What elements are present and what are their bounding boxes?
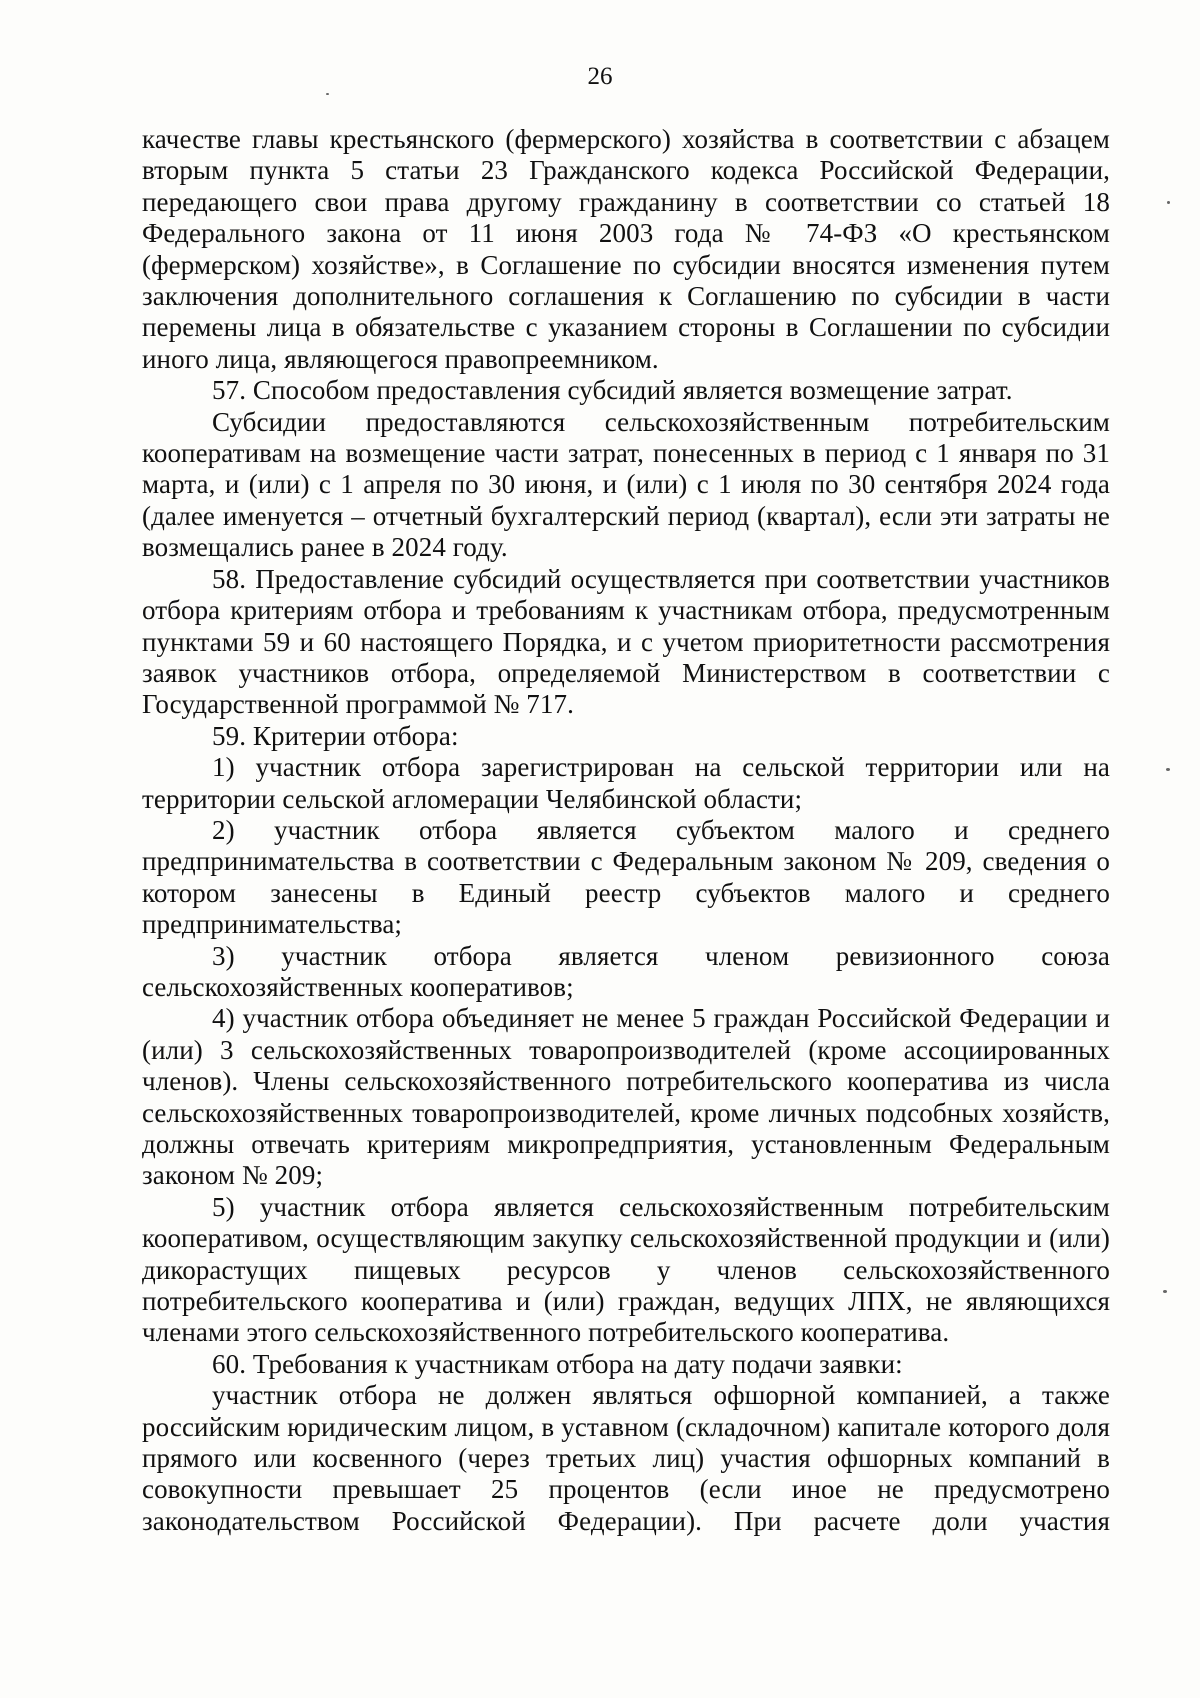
criterion-5: 5) участник отбора является сельскохозяйственным потребительским кооперативом, осуществляющим закупку сельскохозяйственной продукции и (или) дикорастущих пищевых ресурсов у членов сельскохозяйственного потребительского кооператива и (или) граждан, ведущих ЛПХ, не являющихся членами этого сельскохозяйственного потребительского кооператива. bbox=[142, 1191, 1110, 1348]
criterion-1: 1) участник отбора зарегистрирован на сельской территории или на территории сельской агломерации Челябинской области; bbox=[142, 752, 1110, 814]
scan-speck bbox=[1163, 1290, 1167, 1293]
paragraph-60: 60. Требования к участникам отбора на дату подачи заявки: bbox=[212, 1348, 903, 1379]
paragraph-continuation: качестве главы крестьянского (фермерского) хозяйства в соответствии с абзацем вторым пункта 5 статьи 23 Гражданского кодекса Российской Федерации, передающего свои права другому гражданину в соответствии со статьей 18 Федерального закона от 11 июня 2003 года № 74-ФЗ «О крестьянском (фермерском) хозяйстве», в Соглашение по субсидии вносятся изменения путем заключения дополнительного соглашения к Соглашению по субсидии в части перемены лица в обязательстве с указанием стороны в Соглашении по субсидии иного лица, являющегося правопреемником. bbox=[142, 124, 1110, 374]
document-body bbox=[142, 124, 1110, 1537]
scan-speck bbox=[326, 93, 329, 95]
criterion-3: 3) участник отбора является членом ревизионного союза сельскохозяйственных кооперативов; bbox=[142, 940, 1110, 1002]
page-number: 26 bbox=[587, 63, 613, 90]
requirement-offshore: участник отбора не должен являться офшорной компанией, а также российским юридическим лицом, в уставном (складочном) капитале которого доля прямого или косвенного (через третьих лиц) участия офшорных компаний в совокупности превышает 25 процентов (если иное не предусмотрено законодательством Российской Федерации). При расчете доли участия bbox=[142, 1380, 1110, 1536]
paragraph-58: 58. Предоставление субсидий осуществляется при соответствии участников отбора критериям отбора и требованиям к участникам отбора, предусмотренным пунктами 59 и 60 настоящего Порядка, и с учетом приоритетности рассмотрения заявок участников отбора, определяемой Министерством в соответствии с Государственной программой № 717. bbox=[142, 563, 1110, 720]
criterion-2: 2) участник отбора является субъектом малого и среднего предпринимательства в соответствии с Федеральным законом № 209, сведения о котором занесены в Единый реестр субъектов малого и среднего предпринимательства; bbox=[142, 814, 1110, 940]
paragraph-59: 59. Критерии отбора: bbox=[212, 720, 459, 751]
scan-speck bbox=[1166, 768, 1170, 771]
paragraph-subsidies: Субсидии предоставляются сельскохозяйственным потребительским кооперативам на возмещение части затрат, понесенных в период с 1 января по 31 марта, и (или) с 1 апреля по 30 июня, и (или) с 1 июля по 30 сентября 2024 года (далее именуется – отчетный бухгалтерский период (квартал), если эти затраты не возмещались ранее в 2024 году. bbox=[142, 406, 1110, 563]
scan-speck bbox=[1167, 201, 1170, 204]
criterion-4: 4) участник отбора объединяет не менее 5 граждан Российской Федерации и (или) 3 сельскохозяйственных товаропроизводителей (кроме ассоциированных членов). Члены сельскохозяйственного потребительского кооператива из числа сельскохозяйственных товаропроизводителей, кроме личных подсобных хозяйств, должны отвечать критериям микропредприятия, установленным Федеральным законом № 209; bbox=[142, 1003, 1110, 1191]
paragraph-57: 57. Способом предоставления субсидий является возмещение затрат. bbox=[212, 375, 1013, 406]
